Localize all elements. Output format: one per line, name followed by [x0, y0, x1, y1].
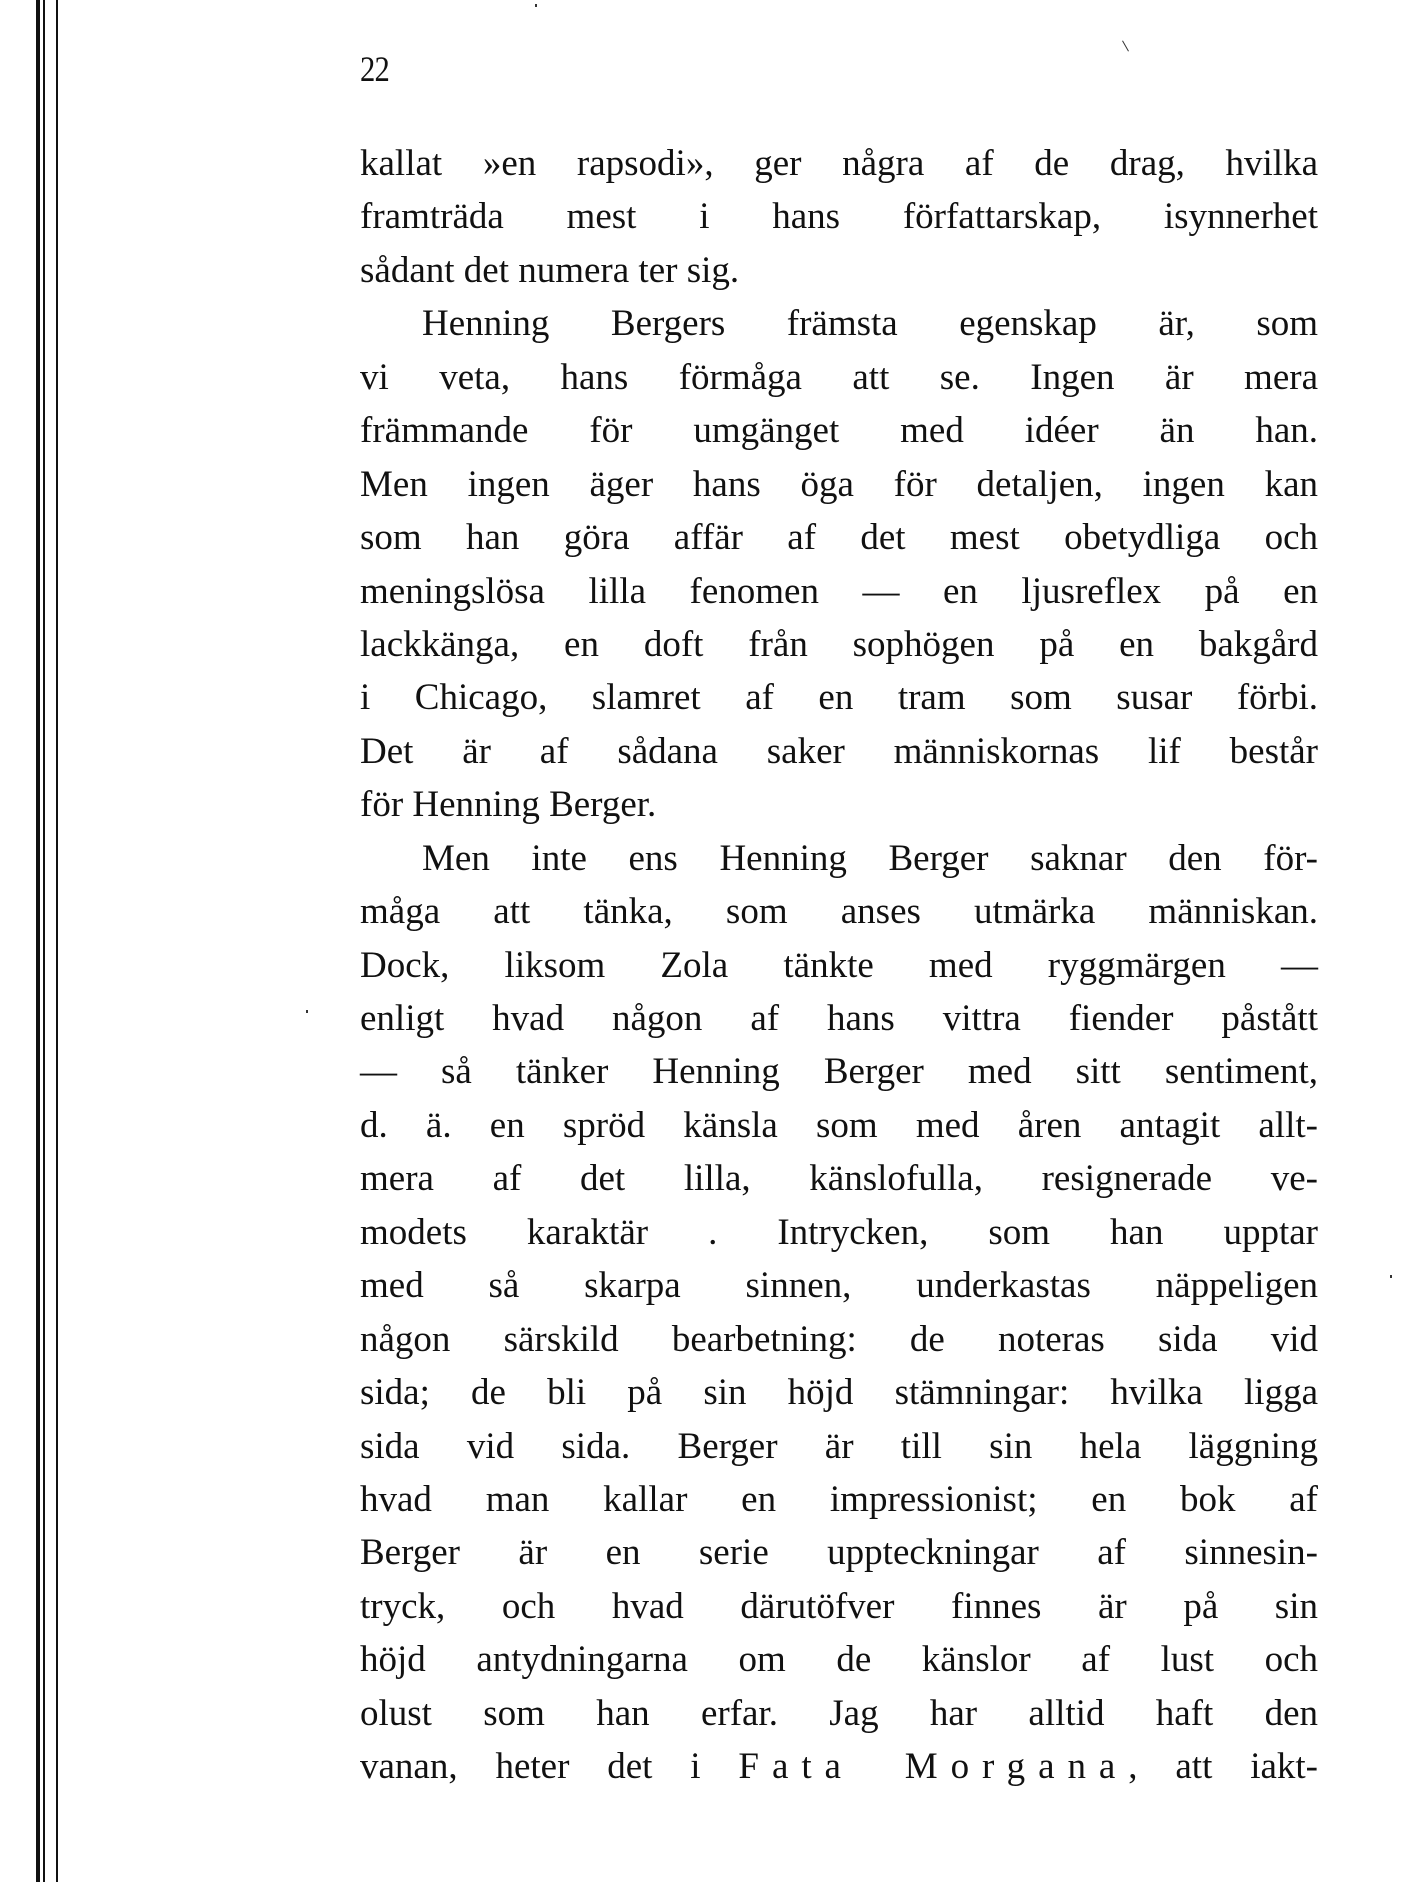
text-line: olust som han erfar. Jag har alltid haft den [360, 1692, 1318, 1734]
text-line: vi veta, hans förmåga att se. Ingen är mera [360, 356, 1318, 398]
text-line: Berger är en serie uppteckningar af sinnesin- [360, 1532, 1318, 1574]
page-number: 22 [360, 49, 389, 89]
text-line: tryck, och hvad därutöfver finnes är på sin [360, 1585, 1318, 1627]
text-line: d. ä. en spröd känsla som med åren antagit allt- [360, 1104, 1318, 1146]
text-line: modets karaktär . Intrycken, som han upptar [360, 1211, 1318, 1253]
text-line: Men inte ens Henning Berger saknar den för- [422, 837, 1318, 879]
text-line: enligt hvad någon af hans vittra fiender påstått [360, 998, 1318, 1039]
text-line: lackkänga, en doft från sophögen på en bakgård [360, 623, 1318, 665]
text-line: främmande för umgänget med idéer än han. [360, 410, 1318, 452]
text-line: framträda mest i hans författarskap, isynnerhet [360, 196, 1318, 238]
text-line: för Henning Berger. [360, 784, 657, 826]
text-line: sådant det numera ter sig. [360, 249, 740, 291]
text-line: som han göra affär af det mest obetydliga och [360, 517, 1318, 559]
text-line: Henning Bergers främsta egenskap är, som [422, 303, 1318, 345]
binding-edge-line [56, 0, 58, 1882]
text-line: med så skarpa sinnen, underkastas näppeligen [360, 1265, 1318, 1307]
text-line: Det är af sådana saker människornas lif består [360, 730, 1318, 772]
text-fragment: vanan, heter det i [360, 1746, 739, 1788]
text-line: sida; de bli på sin höjd stämningar: hvilka ligga [360, 1372, 1318, 1414]
text-line: någon särskild bearbetning: de noteras sida vid [360, 1318, 1318, 1360]
text-line: måga att tänka, som anses utmärka människan. [360, 891, 1318, 933]
scan-speck [1390, 1275, 1392, 1278]
text-line: i Chicago, slamret af en tram som susar förbi. [360, 677, 1318, 719]
text-line: meningslösa lilla fenomen — en ljusreflex på en [360, 570, 1318, 612]
text-line: höjd antydningarna om de känslor af lust och [360, 1639, 1318, 1681]
scan-speck [535, 4, 537, 7]
binding-edge-line [36, 0, 40, 1882]
binding-edge-line [43, 0, 45, 1882]
scan-speck [306, 1010, 308, 1013]
scan-speck [1122, 41, 1129, 52]
emphasized-title: Fata Morgana [738, 1746, 1129, 1788]
text-line-final [360, 1740, 1318, 1793]
text-fragment: , att iakt- [1128, 1746, 1319, 1788]
body-text [360, 137, 1318, 1794]
text-line: Men ingen äger hans öga för detaljen, ingen kan [360, 463, 1318, 505]
text-line: Dock, liksom Zola tänkte med ryggmärgen — [360, 944, 1318, 986]
text-line: hvad man kallar en impressionist; en bok af [360, 1478, 1318, 1520]
text-line: sida vid sida. Berger är till sin hela läggning [360, 1425, 1318, 1467]
text-line: mera af det lilla, känslofulla, resignerade ve- [360, 1158, 1318, 1200]
text-line: kallat »en rapsodi», ger några af de drag, hvilka [360, 143, 1318, 184]
text-line: — så tänker Henning Berger med sitt sentiment, [360, 1051, 1318, 1093]
